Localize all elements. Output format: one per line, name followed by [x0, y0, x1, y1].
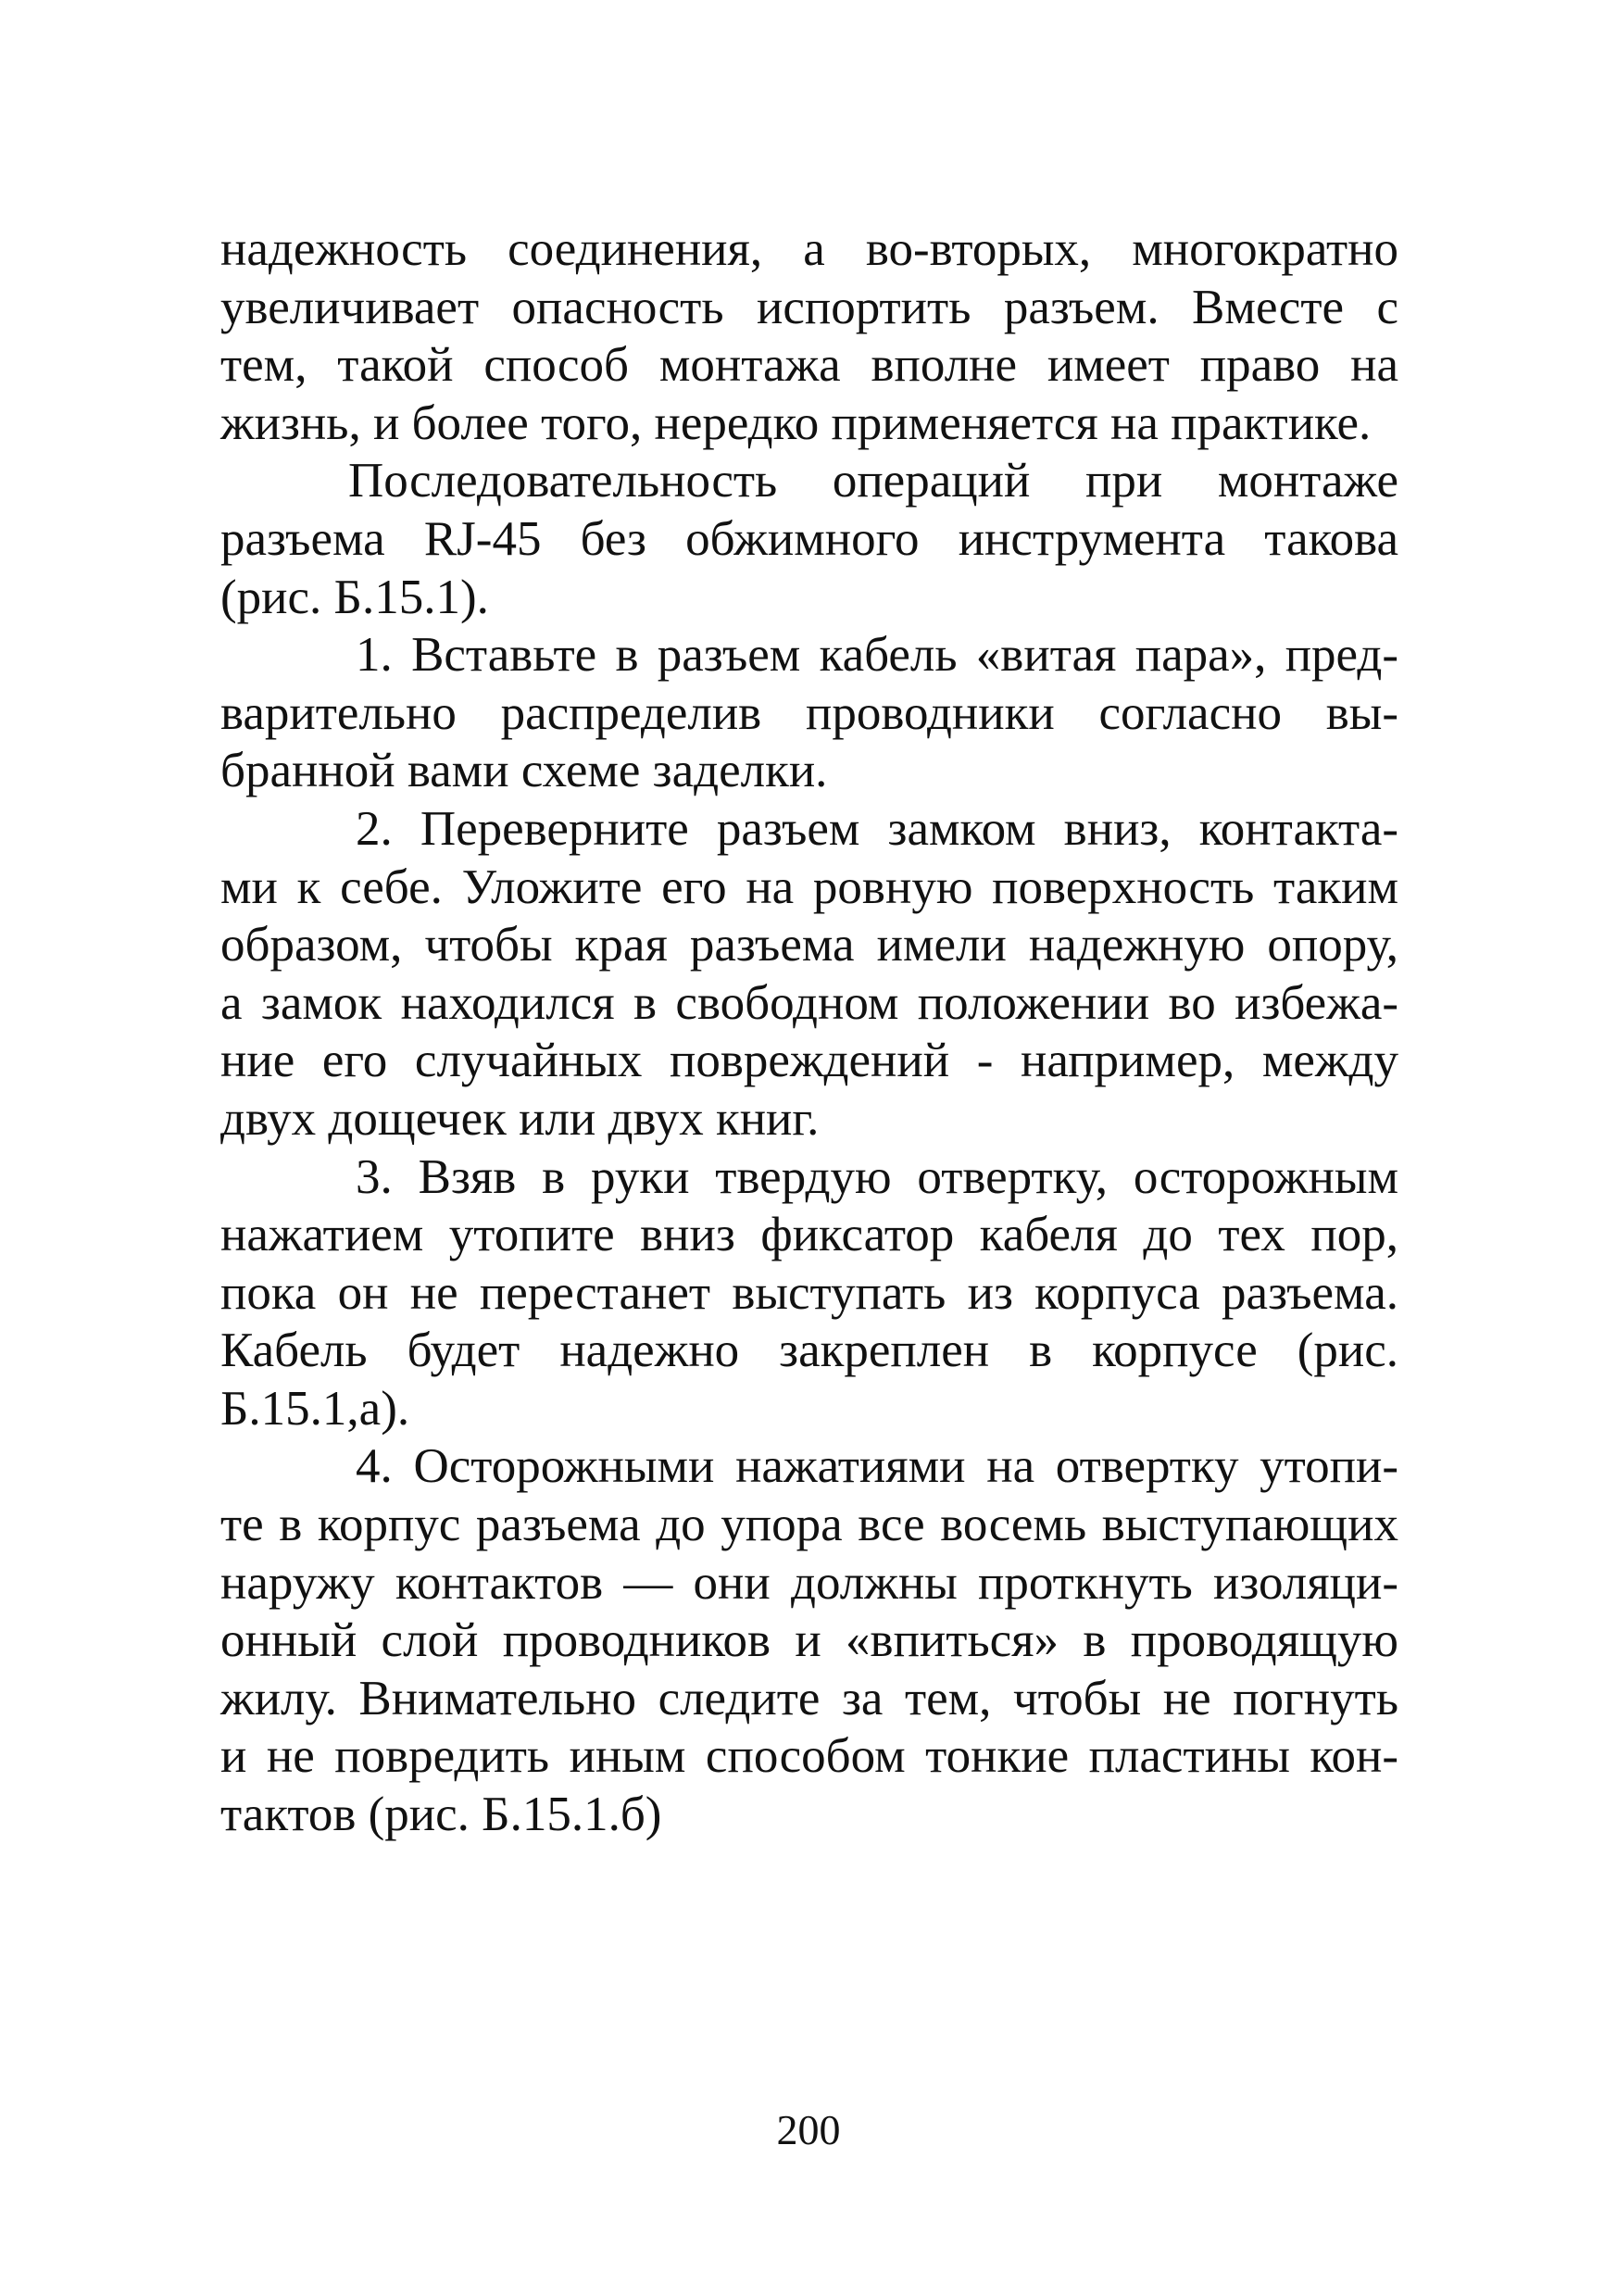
- text-line: 2. Переверните разъем замком вниз, контакта-: [356, 801, 1398, 856]
- text-line: 4. Осторожными нажатиями на отвертку утопи-: [356, 1439, 1398, 1494]
- text-line: Последовательность операций при монтаже: [348, 454, 1398, 508]
- text-line: те в корпус разъема до упора все восемь выступающих: [220, 1498, 1398, 1552]
- text-line: надежность соединения, а во-вторых, многократно: [220, 222, 1398, 276]
- text-line: Б.15.1,а).: [220, 1381, 410, 1436]
- list-item-step-4: [220, 1437, 1398, 1843]
- paragraph-intro-continuation: [220, 220, 1398, 452]
- list-item-step-3: [220, 1148, 1398, 1438]
- text-line: 1. Вставьте в разъем кабель «витая пара», пред-: [356, 628, 1398, 683]
- list-item-step-2: [220, 800, 1398, 1148]
- text-line: разъема RJ-45 без обжимного инструмента такова: [220, 511, 1398, 566]
- text-line: двух дощечек или двух книг.: [220, 1091, 820, 1146]
- text-line: ми к себе. Уложите его на ровную поверхность таким: [220, 859, 1398, 914]
- text-line: а замок находился в свободном положении во избежа-: [220, 975, 1398, 1030]
- text-line: образом, чтобы края разъема имели надежную опору,: [220, 918, 1398, 972]
- text-line: 3. Взяв в руки твердую отвертку, осторожным: [356, 1149, 1398, 1204]
- text-line: нажатием утопите вниз фиксатор кабеля до тех пор,: [220, 1208, 1398, 1262]
- text-line: бранной вами схеме заделки.: [220, 744, 828, 798]
- text-line: жизнь, и более того, нередко применяется на практике.: [220, 395, 1372, 450]
- list-item-step-1: [220, 626, 1398, 800]
- paragraph-sequence-intro: [220, 452, 1398, 626]
- text-line: Кабель будет надежно закреплен в корпусе (рис.: [220, 1324, 1398, 1378]
- text-line: ние его случайных повреждений - например, между: [220, 1034, 1398, 1088]
- page-body: [220, 220, 1398, 1844]
- text-line: жилу. Внимательно следите за тем, чтобы не погнуть: [220, 1671, 1398, 1725]
- text-line: тем, такой способ монтажа вполне имеет право на: [220, 338, 1398, 393]
- text-line: увеличивает опасность испортить разъем. Вместе с: [220, 280, 1398, 334]
- text-line: тактов (рис. Б.15.1.б): [220, 1788, 662, 1842]
- text-line: пока он не перестанет выступать из корпуса разъема.: [220, 1265, 1398, 1320]
- text-line: (рис. Б.15.1).: [220, 570, 489, 624]
- text-line: онный слой проводников и «впиться» в проводящую: [220, 1613, 1398, 1668]
- page-number: 200: [776, 2106, 841, 2153]
- text-line: и не повредить иным способом тонкие пластины кон-: [220, 1729, 1398, 1784]
- text-line: наружу контактов — они должны проткнуть изоляци-: [220, 1555, 1398, 1610]
- text-line: варительно распределив проводники согласно вы-: [220, 685, 1398, 740]
